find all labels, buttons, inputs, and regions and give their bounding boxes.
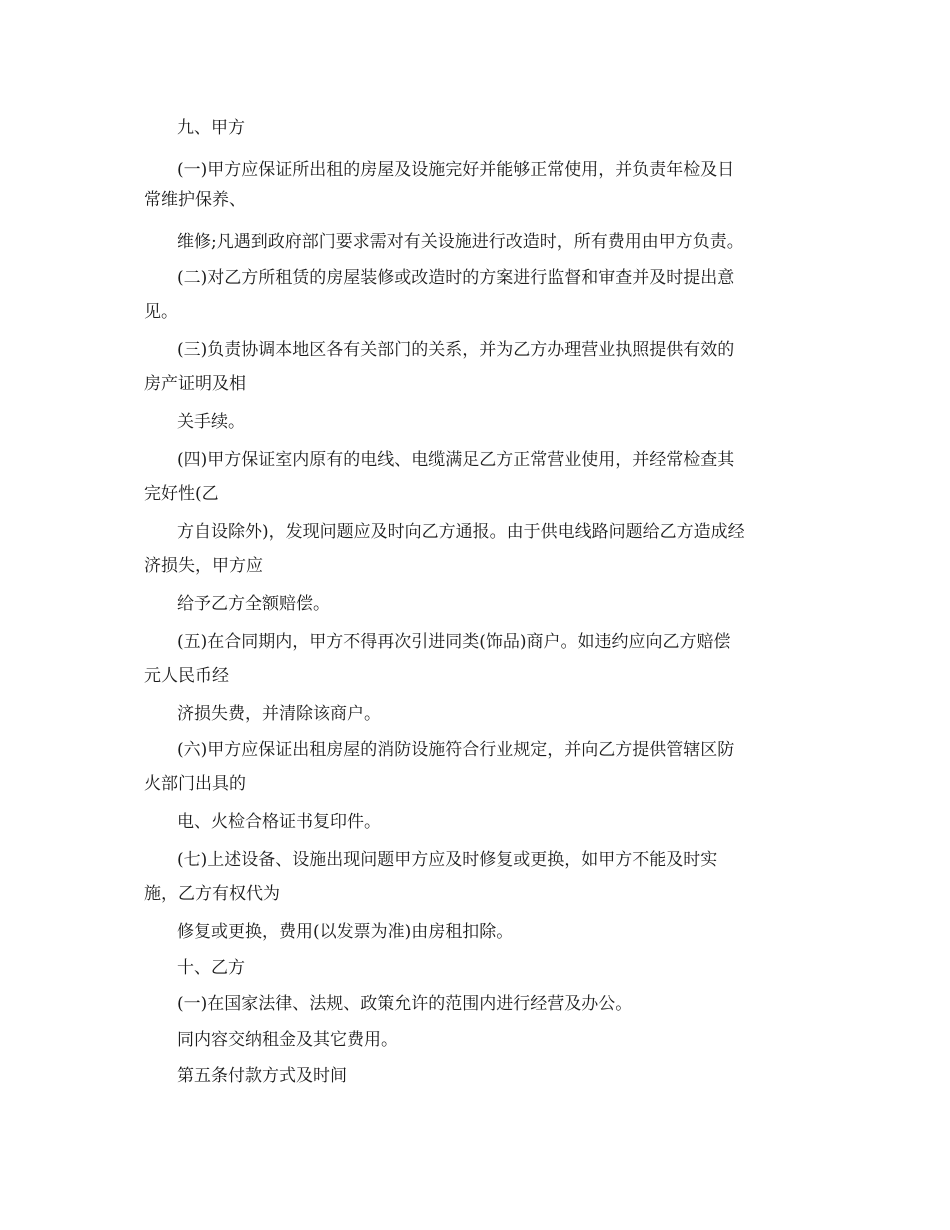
paragraph-line: 火部门出具的 (144, 774, 246, 794)
paragraph-line: 电、火检合格证书复印件。 (177, 812, 381, 832)
paragraph-line: 常维护保养、 (144, 190, 246, 210)
paragraph-line: 济损失费，并清除该商户。 (177, 704, 381, 724)
paragraph-line: 修复或更换，费用(以发票为准)由房租扣除。 (177, 922, 514, 942)
paragraph-line: (七)上述设备、设施出现问题甲方应及时修复或更换，如甲方不能及时实 (177, 850, 718, 870)
paragraph-line: 完好性(乙 (144, 484, 219, 504)
paragraph-line: 施，乙方有权代为 (144, 884, 280, 904)
paragraph-line: 维修;凡遇到政府部门要求需对有关设施进行改造时，所有费用由甲方负责。 (177, 232, 744, 252)
article-heading-payment: 第五条付款方式及时间 (177, 1066, 347, 1086)
paragraph-line: (五)在合同期内，甲方不得再次引进同类(饰品)商户。如违约应向乙方赔偿 (177, 632, 731, 652)
paragraph-line: 房产证明及相 (144, 374, 246, 394)
paragraph-line: (四)甲方保证室内原有的电线、电缆满足乙方正常营业使用，并经常检查其 (177, 450, 735, 470)
paragraph-line: 关手续。 (177, 412, 245, 432)
paragraph-line: 济损失，甲方应 (144, 556, 263, 576)
paragraph-line: 方自设除外)，发现问题应及时向乙方通报。由于供电线路问题给乙方造成经 (177, 522, 745, 542)
paragraph-line: (六)甲方应保证出租房屋的消防设施符合行业规定，并向乙方提供管辖区防 (177, 740, 735, 760)
section-heading-party-a: 九、甲方 (177, 118, 245, 138)
paragraph-line: (一)甲方应保证所出租的房屋及设施完好并能够正常使用，并负责年检及日 (177, 160, 735, 180)
paragraph-line: 见。 (144, 302, 178, 322)
paragraph-line: (一)在国家法律、法规、政策允许的范围内进行经营及办公。 (177, 994, 633, 1014)
paragraph-line: 元人民币经 (144, 666, 229, 686)
paragraph-line: (三)负责协调本地区各有关部门的关系，并为乙方办理营业执照提供有效的 (177, 340, 735, 360)
section-heading-party-b: 十、乙方 (177, 958, 245, 978)
paragraph-line: (二)对乙方所租赁的房屋装修或改造时的方案进行监督和审查并及时提出意 (177, 268, 735, 288)
paragraph-line: 同内容交纳租金及其它费用。 (177, 1030, 398, 1050)
paragraph-line: 给予乙方全额赔偿。 (177, 594, 330, 614)
